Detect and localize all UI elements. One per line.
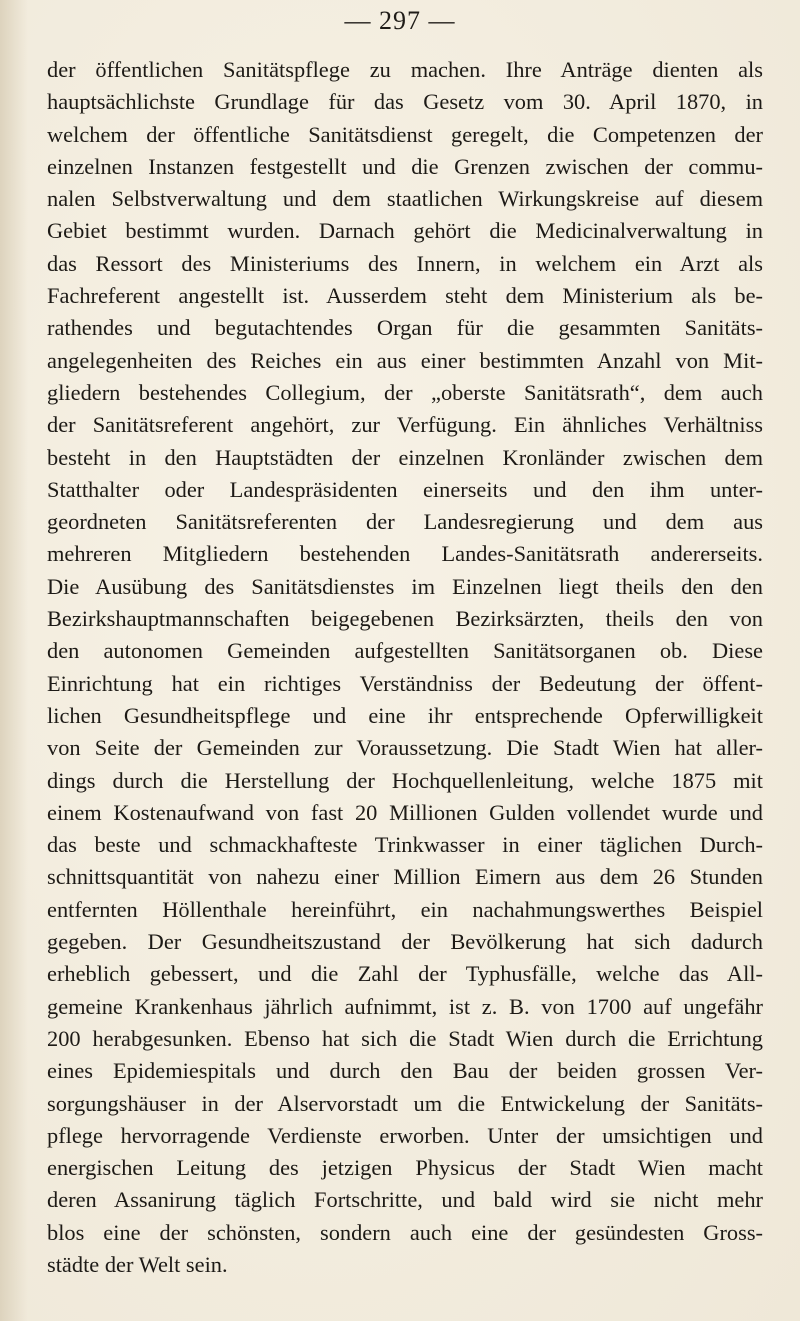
- text-line: das Ressort des Ministeriums des Innern, in welchem ein Arzt als: [47, 250, 763, 276]
- text-line: entfernten Höllenthale hereinführt, ein nachahmungswerthes Beispiel: [47, 896, 763, 922]
- text-line: Statthalter oder Landespräsidenten einerseits und den ihm unter-: [47, 476, 763, 502]
- text-line: von Seite der Gemeinden zur Voraussetzung. Die Stadt Wien hat aller-: [47, 735, 763, 761]
- text-line: der Sanitätsreferent angehört, zur Verfügung. Ein ähnliches Verhältniss: [47, 412, 763, 438]
- text-line: eines Epidemiespitals und durch den Bau der beiden grossen Ver-: [47, 1058, 763, 1084]
- page-number: — 297 —: [344, 6, 456, 35]
- text-line: schnittsquantität von nahezu einer Million Eimern aus dem 26 Stunden: [47, 864, 763, 890]
- text-line: Gebiet bestimmt wurden. Darnach gehört die Medicinalverwaltung in: [47, 218, 763, 244]
- text-line: einzelnen Instanzen festgestellt und die Grenzen zwischen der commu-: [47, 153, 763, 179]
- text-line: 200 herabgesunken. Ebenso hat sich die Stadt Wien durch die Errichtung: [47, 1025, 763, 1051]
- text-line: rathendes und begutachtendes Organ für die gesammten Sanitäts-: [47, 315, 763, 341]
- text-line: gemeine Krankenhaus jährlich aufnimmt, ist z. B. von 1700 auf ungefähr: [47, 993, 763, 1019]
- body-text: [47, 54, 763, 1281]
- text-line: mehreren Mitgliedern bestehenden Landes-Sanitätsrath andererseits.: [47, 541, 763, 567]
- text-line: das beste und schmackhafteste Trinkwasser in einer täglichen Durch-: [47, 832, 763, 858]
- text-line: geordneten Sanitätsreferenten der Landesregierung und dem aus: [47, 509, 763, 535]
- text-line: angelegenheiten des Reiches ein aus einer bestimmten Anzahl von Mit-: [47, 347, 763, 373]
- text-line: gliedern bestehendes Collegium, der „oberste Sanitätsrath“, dem auch: [47, 379, 763, 405]
- page-edge-shadow: [0, 0, 28, 1321]
- text-line: besteht in den Hauptstädten der einzelnen Kronländer zwischen dem: [47, 444, 763, 470]
- text-line: erheblich gebessert, und die Zahl der Typhusfälle, welche das All-: [47, 961, 763, 987]
- text-line: gegeben. Der Gesundheitszustand der Bevölkerung hat sich dadurch: [47, 929, 763, 955]
- text-line: Fachreferent angestellt ist. Ausserdem steht dem Ministerium als be-: [47, 283, 763, 309]
- text-line: den autonomen Gemeinden aufgestellten Sanitätsorganen ob. Diese: [47, 638, 763, 664]
- text-line: Die Ausübung des Sanitätsdienstes im Einzelnen liegt theils den den: [47, 573, 763, 599]
- text-line: sorgungshäuser in der Alservorstadt um die Entwickelung der Sanitäts-: [47, 1090, 763, 1116]
- text-line: Einrichtung hat ein richtiges Verständniss der Bedeutung der öffent-: [47, 670, 763, 696]
- text-line: einem Kostenaufwand von fast 20 Millionen Gulden vollendet wurde und: [47, 799, 763, 825]
- text-line-last: städte der Welt sein.: [47, 1251, 228, 1277]
- text-line: hauptsächlichste Grundlage für das Gesetz vom 30. April 1870, in: [47, 89, 763, 115]
- text-line: lichen Gesundheitspflege und eine ihr entsprechende Opferwilligkeit: [47, 702, 763, 728]
- text-line: blos eine der schönsten, sondern auch eine der gesündesten Gross-: [47, 1219, 763, 1245]
- text-line: dings durch die Herstellung der Hochquellenleitung, welche 1875 mit: [47, 767, 763, 793]
- text-line: energischen Leitung des jetzigen Physicus der Stadt Wien macht: [47, 1155, 763, 1181]
- text-line: deren Assanirung täglich Fortschritte, und bald wird sie nicht mehr: [47, 1187, 763, 1213]
- text-line: pflege hervorragende Verdienste erworben. Unter der umsichtigen und: [47, 1122, 763, 1148]
- text-line: Bezirkshauptmannschaften beigegebenen Bezirksärzten, theils den von: [47, 606, 763, 632]
- text-line: welchem der öffentliche Sanitätsdienst geregelt, die Competenzen der: [47, 121, 763, 147]
- text-line: der öffentlichen Sanitätspflege zu machen. Ihre Anträge dienten als: [47, 57, 763, 82]
- text-line: nalen Selbstverwaltung und dem staatlichen Wirkungskreise auf diesem: [47, 186, 763, 212]
